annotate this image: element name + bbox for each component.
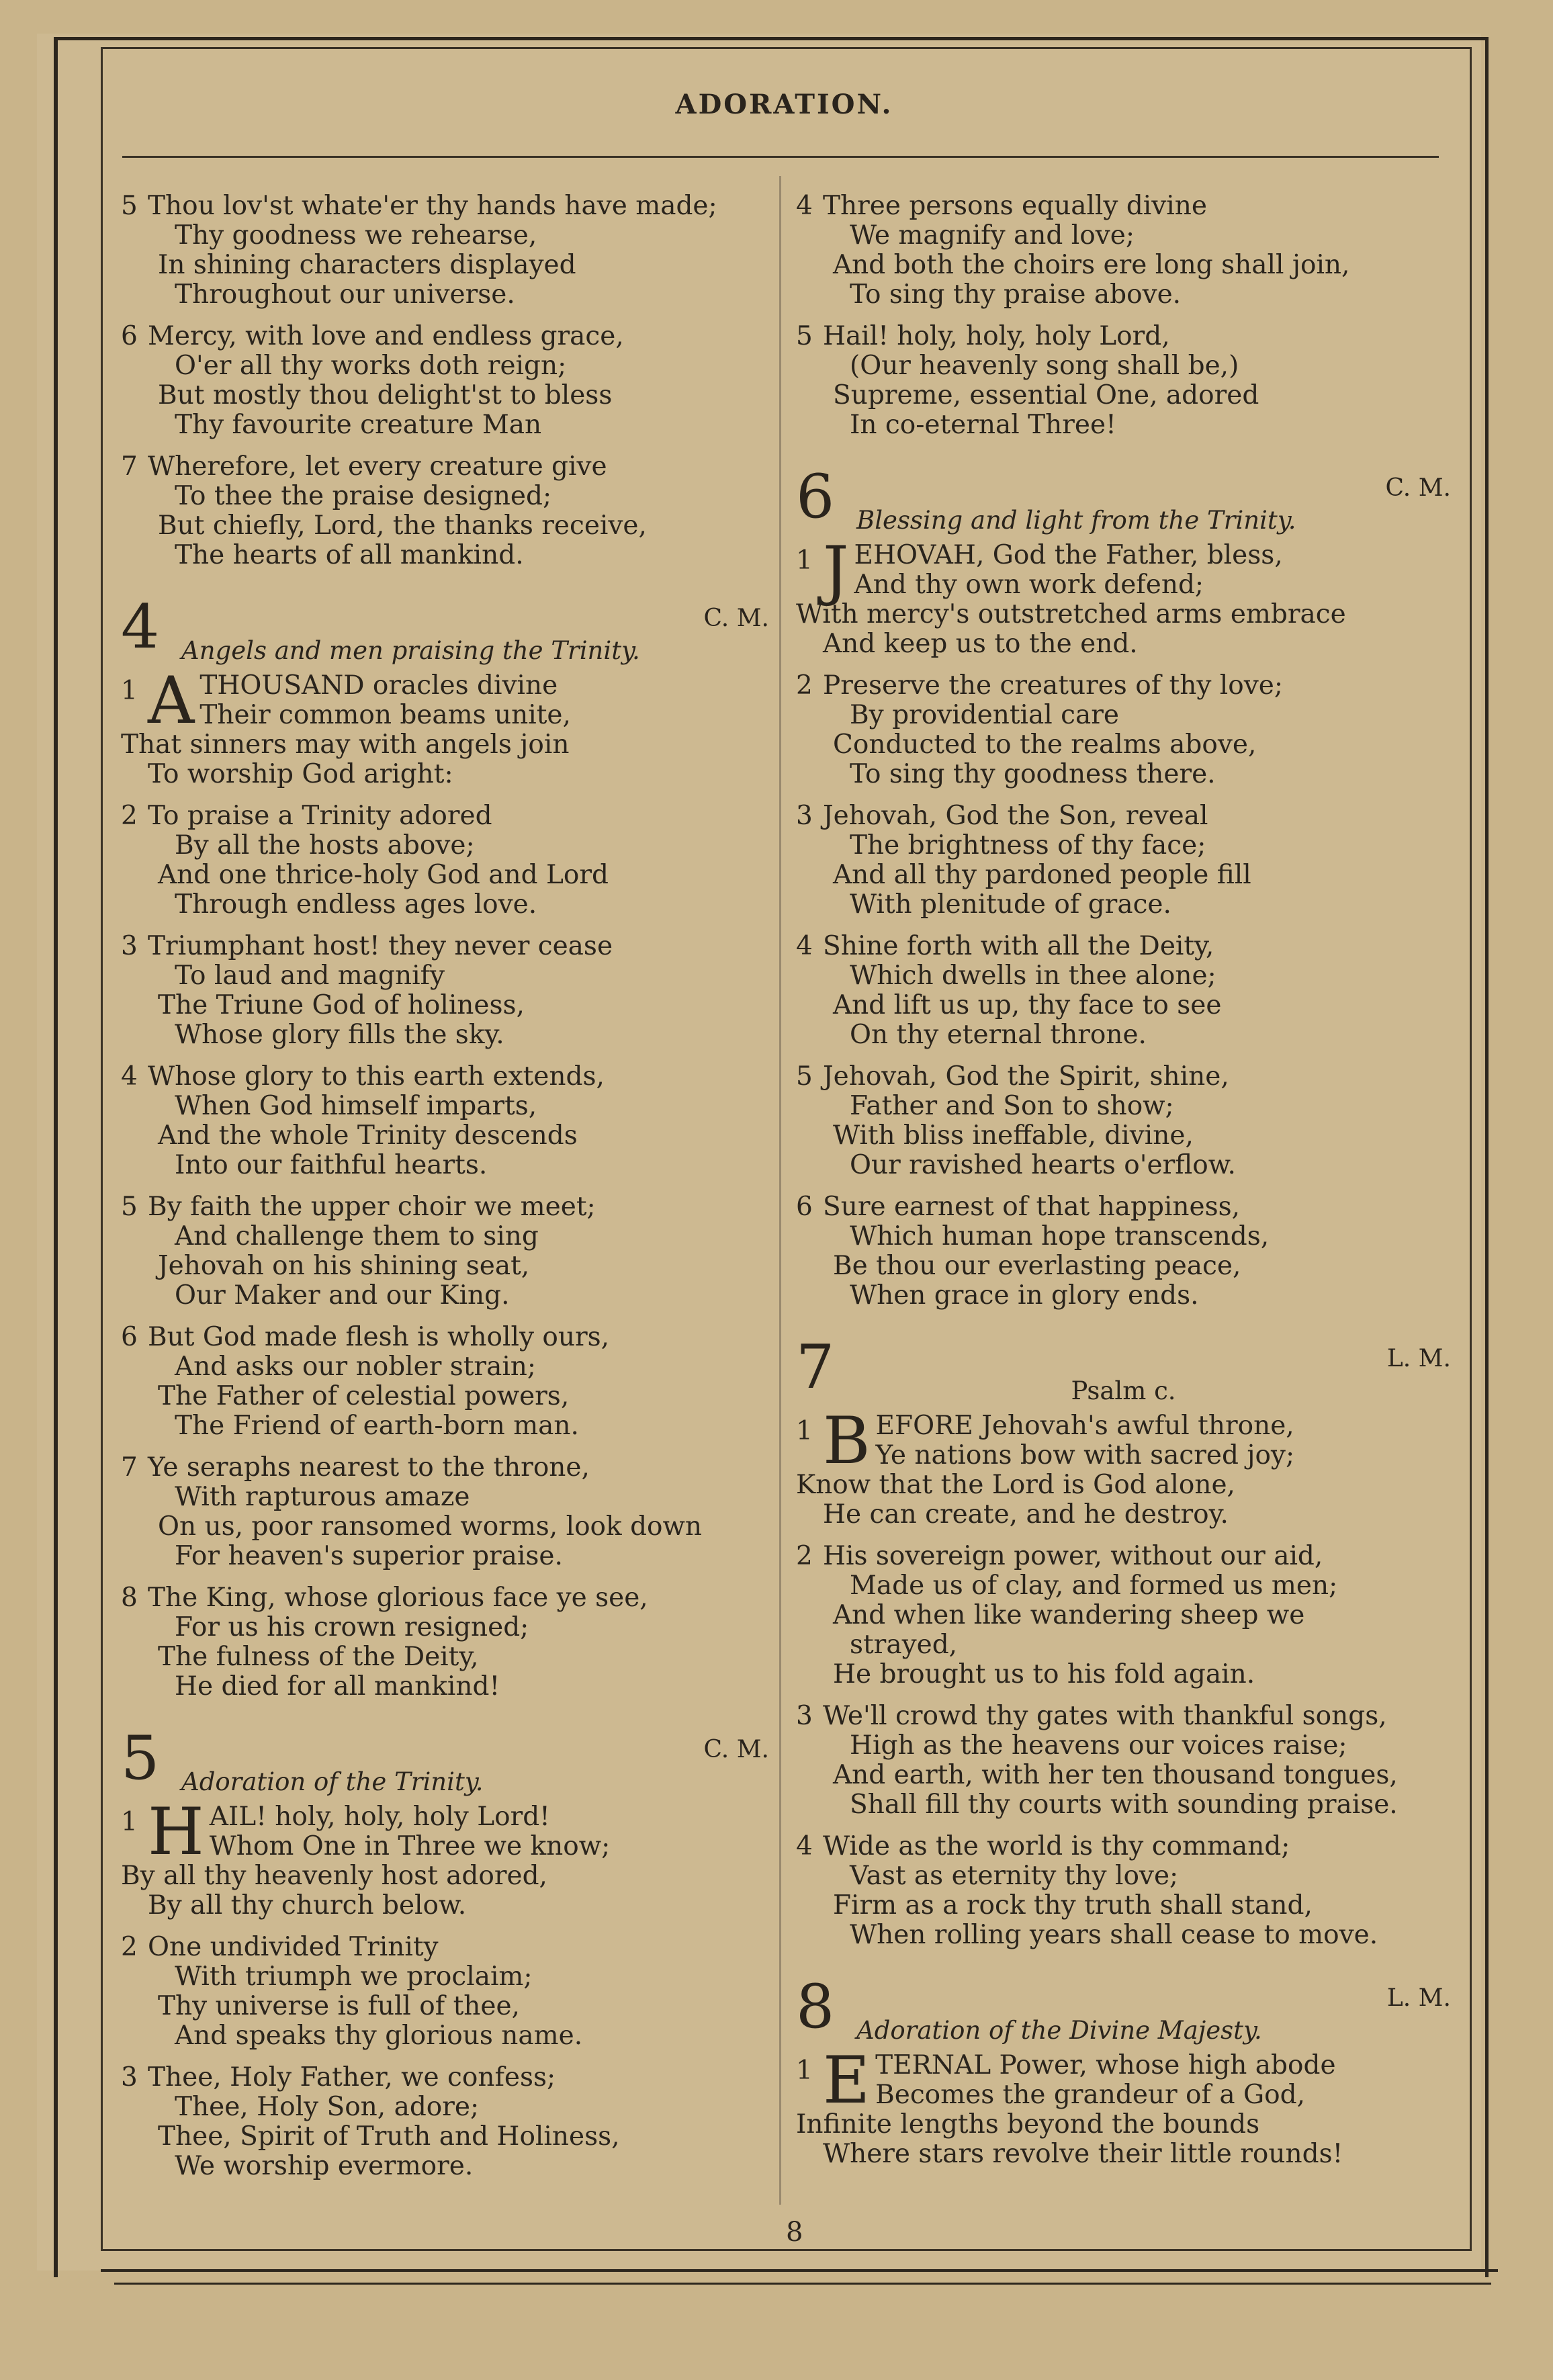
verse-number: 1 <box>796 1416 813 1446</box>
verse-line: In shining characters displayed <box>158 250 576 280</box>
verse-number: 1 <box>121 676 138 706</box>
verse-line: By all the hosts above; <box>175 830 475 861</box>
verse-line: For us his crown resigned; <box>175 1612 529 1642</box>
verse-line: And both the choirs ere long shall join, <box>833 250 1350 280</box>
hymn-verses <box>796 1403 1451 1950</box>
verse-line: 3 Triumphant host! they never cease <box>121 931 613 961</box>
verse-line: (Our heavenly song shall be,) <box>850 351 1239 381</box>
left-column <box>121 191 769 2193</box>
verse <box>796 1062 1451 1180</box>
verse-number: 2 <box>796 1541 813 1571</box>
hymn-meter: C. M. <box>703 605 769 632</box>
verse-line: Jehovah on his shining seat, <box>158 1251 530 1281</box>
verse-line: EFORE Jehovah's awful throne, <box>875 1411 1294 1441</box>
right-column <box>796 191 1451 2181</box>
verse-line: Ye nations bow with sacred joy; <box>875 1440 1295 1470</box>
drop-capital: E <box>823 2043 871 2118</box>
verse <box>796 801 1451 920</box>
verse-line: THOUSAND oracles divine <box>199 670 558 701</box>
verse-line: 5 By faith the upper choir we meet; <box>121 1192 596 1222</box>
verse-line: O'er all thy works doth reign; <box>175 351 567 381</box>
verse-number: 3 <box>796 1701 813 1731</box>
hymn-verses <box>796 533 1451 1311</box>
verse-number: 6 <box>121 321 138 351</box>
verse <box>796 1542 1451 1689</box>
verse-line: Their common beams unite, <box>199 700 571 730</box>
hymn-number: 7 <box>796 1332 835 1403</box>
verse-line: Thy universe is full of thee, <box>158 1991 520 2021</box>
verse <box>121 1583 769 1702</box>
verse-number: 1 <box>796 545 813 576</box>
verse <box>121 1062 769 1180</box>
hymn-title: Blessing and light from the Trinity. <box>856 506 1296 535</box>
verse <box>121 932 769 1050</box>
verse-line: And keep us to the end. <box>823 629 1138 659</box>
first-verse <box>796 2043 1451 2169</box>
verse-line: To sing thy goodness there. <box>850 759 1216 789</box>
hymn-meter: L. M. <box>1386 1984 1451 2012</box>
hymn-number: 8 <box>796 1972 835 2042</box>
verse-number: 4 <box>796 931 813 961</box>
verse-line: To worship God aright: <box>148 759 453 789</box>
verse-line: 4 Three persons equally divine <box>796 191 1207 221</box>
verse-line: With plenitude of grace. <box>850 889 1171 920</box>
verse-line: 8 The King, whose glorious face ye see, <box>121 1583 648 1613</box>
verse-line: On thy eternal throne. <box>850 1020 1147 1050</box>
verse-line: And lift us up, thy face to see <box>833 990 1222 1020</box>
verse-line: 6 But God made flesh is wholly ours, <box>121 1322 610 1352</box>
verse-line: Infinite lengths beyond the bounds <box>796 2109 1260 2140</box>
hymn-title: Adoration of the Trinity. <box>181 1767 484 1796</box>
verse <box>121 1192 769 1311</box>
verse <box>121 1323 769 1441</box>
verse <box>796 671 1451 789</box>
verse-line: AIL! holy, holy, holy Lord! <box>209 1802 550 1832</box>
verse-line: And challenge them to sing <box>175 1221 539 1251</box>
verse-line: The hearts of all mankind. <box>175 540 524 570</box>
verse-line: Where stars revolve their little rounds! <box>823 2139 1343 2169</box>
verse-line: To sing thy praise above. <box>850 279 1182 310</box>
verse-number: 7 <box>121 1452 138 1483</box>
verse-line: Thee, Spirit of Truth and Holiness, <box>158 2121 620 2152</box>
page-number: 8 <box>786 2217 803 2248</box>
verse-line: With triumph we proclaim; <box>175 1962 533 1992</box>
right-top-verses <box>796 191 1451 440</box>
verse-line: Firm as a rock thy truth shall stand, <box>833 1890 1313 1921</box>
verse-line: But mostly thou delight'st to bless <box>158 380 613 410</box>
verse-line: And thy own work defend; <box>854 570 1204 600</box>
verse <box>796 1702 1451 1820</box>
verse-line: And earth, with her ten thousand tongues, <box>833 1760 1398 1790</box>
verse-number: 3 <box>796 801 813 831</box>
verse-number: 1 <box>121 1807 138 1837</box>
verse-line: And when like wandering sheep we <box>833 1600 1305 1630</box>
hymn-verses <box>121 663 769 1702</box>
first-verse <box>796 1403 1451 1530</box>
hymn-number: 5 <box>121 1723 160 1794</box>
verse-number: 2 <box>121 801 138 831</box>
verse-number: 3 <box>121 931 138 961</box>
verse-line: With bliss ineffable, divine, <box>833 1120 1194 1151</box>
verse-line: And all thy pardoned people fill <box>833 860 1251 890</box>
verse-number: 7 <box>121 451 138 482</box>
verse <box>121 2063 769 2181</box>
verse-line: By all thy heavenly host adored, <box>121 1861 547 1891</box>
verse-number: 5 <box>796 1061 813 1092</box>
verse <box>121 1933 769 2051</box>
bottom-rule <box>101 2269 1498 2272</box>
verse-line: The Triune God of holiness, <box>158 990 525 1020</box>
left-top-verses <box>121 191 769 570</box>
hymn-header <box>121 1723 769 1802</box>
hymn-header <box>796 461 1451 541</box>
verse-line: 3 We'll crowd thy gates with thankful songs, <box>796 1701 1387 1731</box>
first-verse <box>121 1794 769 1921</box>
verse-number: 3 <box>121 2062 138 2092</box>
verse-line: Father and Son to show; <box>850 1091 1174 1121</box>
verse-number: 5 <box>121 191 138 221</box>
hymn-meter: C. M. <box>1385 474 1451 502</box>
verse-line: 5 Thou lov'st whate'er thy hands have made; <box>121 191 717 221</box>
verse-line: For heaven's superior praise. <box>175 1541 563 1571</box>
drop-capital: A <box>148 663 195 738</box>
verse-line: Conducted to the realms above, <box>833 730 1257 760</box>
hymn-number: 6 <box>796 461 835 532</box>
first-verse <box>121 663 769 789</box>
verse-line: With mercy's outstretched arms embrace <box>796 599 1346 629</box>
hymn-header <box>796 1332 1451 1411</box>
verse-line: 2 His sovereign power, without our aid, <box>796 1541 1323 1571</box>
verse-number: 4 <box>796 191 813 221</box>
verse-line: When grace in glory ends. <box>850 1280 1199 1311</box>
verse-line: On us, poor ransomed worms, look down <box>158 1511 703 1542</box>
verse-line: 3 Thee, Holy Father, we confess; <box>121 2062 556 2092</box>
verse-line: In co-eternal Three! <box>850 410 1116 440</box>
verse-line: The brightness of thy face; <box>850 830 1206 861</box>
verse-line: 4 Whose glory to this earth extends, <box>121 1061 605 1092</box>
verse-line: He brought us to his fold again. <box>833 1659 1255 1689</box>
verse-line: 7 Ye seraphs nearest to the throne, <box>121 1452 590 1483</box>
verse-line: That sinners may with angels join <box>121 730 570 760</box>
verse-line: Whom One in Three we know; <box>209 1831 611 1861</box>
verse-line: To laud and magnify <box>175 961 445 991</box>
hymn-meter: L. M. <box>1386 1345 1451 1372</box>
verse-line: And the whole Trinity descends <box>158 1120 578 1151</box>
hymn-number: 4 <box>121 592 160 662</box>
verse-line: 2 Preserve the creatures of thy love; <box>796 670 1283 701</box>
verse <box>121 1453 769 1571</box>
hymn-header <box>121 592 769 671</box>
verse-line: Made us of clay, and formed us men; <box>850 1571 1338 1601</box>
verse-line: The fulness of the Deity, <box>158 1642 479 1672</box>
verse-number: 1 <box>796 2056 813 2086</box>
verse-line: By providential care <box>850 700 1119 730</box>
hymn-verses <box>796 2043 1451 2169</box>
verse-number: 5 <box>121 1192 138 1222</box>
verse-line: 5 Jehovah, God the Spirit, shine, <box>796 1061 1229 1092</box>
hymn-meter: C. M. <box>703 1736 769 1763</box>
verse-line: When rolling years shall cease to move. <box>850 1920 1378 1950</box>
verse-line: EHOVAH, God the Father, bless, <box>854 540 1283 570</box>
verse-line: High as the heavens our voices raise; <box>850 1730 1347 1761</box>
verse-line: Know that the Lord is God alone, <box>796 1470 1235 1500</box>
verse-line: But chiefly, Lord, the thanks receive, <box>158 511 647 541</box>
verse-line: 3 Jehovah, God the Son, reveal <box>796 801 1208 831</box>
verse-line: TERNAL Power, whose high abode <box>875 2050 1336 2080</box>
verse-line: We magnify and love; <box>850 220 1135 251</box>
verse-line: Our Maker and our King. <box>175 1280 510 1311</box>
verse-number: 2 <box>796 670 813 701</box>
verse-line: Whose glory fills the sky. <box>175 1020 504 1050</box>
verse-number: 6 <box>121 1322 138 1352</box>
verse-line: The Father of celestial powers, <box>158 1381 570 1411</box>
verse-number: 6 <box>796 1192 813 1222</box>
verse-line: And one thrice-holy God and Lord <box>158 860 609 890</box>
verse-number: 4 <box>796 1831 813 1861</box>
verse-line: Becomes the grandeur of a God, <box>875 2080 1306 2110</box>
verse-line: When God himself imparts, <box>175 1091 537 1121</box>
verse <box>121 801 769 920</box>
verse-number: 4 <box>121 1061 138 1092</box>
verse-line: 2 One undivided Trinity <box>121 1932 439 1962</box>
verse-line: Which human hope transcends, <box>850 1221 1270 1251</box>
page-title: ADORATION. <box>675 89 893 120</box>
hymn-title: Psalm c. <box>1071 1376 1176 1405</box>
drop-capital: H <box>148 1794 204 1869</box>
verse-line: He died for all mankind! <box>175 1671 500 1702</box>
verse <box>121 322 769 440</box>
verse-line: Supreme, essential One, adored <box>833 380 1259 410</box>
verse-line: 7 Wherefore, let every creature give <box>121 451 607 482</box>
verse-line: With rapturous amaze <box>175 1482 470 1512</box>
verse-line: 4 Wide as the world is thy command; <box>796 1831 1290 1861</box>
hymn-title: Adoration of the Divine Majesty. <box>856 2016 1262 2045</box>
verse-line: By all thy church below. <box>148 1890 467 1921</box>
verse-line: The Friend of earth-born man. <box>175 1411 579 1441</box>
bottom-rule-double <box>114 2283 1491 2285</box>
verse-line: Which dwells in thee alone; <box>850 961 1216 991</box>
hymn-title: Angels and men praising the Trinity. <box>181 636 640 665</box>
verse-line: Thy goodness we rehearse, <box>175 220 537 251</box>
first-verse <box>796 533 1451 659</box>
column-divider <box>779 176 781 2205</box>
verse-line: Throughout our universe. <box>175 279 515 310</box>
verse-line: Thy favourite creature Man <box>175 410 542 440</box>
verse <box>796 322 1451 440</box>
verse-line: Be thou our everlasting peace, <box>833 1251 1241 1281</box>
verse-line: Our ravished hearts o'erflow. <box>850 1150 1236 1180</box>
verse-line: 4 Shine forth with all the Deity, <box>796 931 1214 961</box>
drop-capital: J <box>823 533 849 608</box>
verse-line: To thee the praise designed; <box>175 481 552 511</box>
verse <box>796 932 1451 1050</box>
verse <box>796 1192 1451 1311</box>
verse-line: 5 Hail! holy, holy, holy Lord, <box>796 321 1170 351</box>
verse-number: 5 <box>796 321 813 351</box>
verse-line: 2 To praise a Trinity adored <box>121 801 492 831</box>
verse-line: 6 Sure earnest of that happiness, <box>796 1192 1241 1222</box>
verse <box>121 191 769 310</box>
verse-line: Into our faithful hearts. <box>175 1150 488 1180</box>
hymn-header <box>796 1972 1451 2051</box>
verse-number: 2 <box>121 1932 138 1962</box>
verse-line: We worship evermore. <box>175 2151 474 2181</box>
verse-line: Through endless ages love. <box>175 889 537 920</box>
verse-line: Thee, Holy Son, adore; <box>175 2092 480 2122</box>
header-rule <box>122 156 1439 158</box>
verse <box>796 191 1451 310</box>
verse-line: And asks our nobler strain; <box>175 1352 537 1382</box>
verse <box>796 1832 1451 1950</box>
verse-line: strayed, <box>850 1630 958 1660</box>
verse-line: 6 Mercy, with love and endless grace, <box>121 321 624 351</box>
verse-line: He can create, and he destroy. <box>823 1499 1229 1530</box>
verse-line: Shall fill thy courts with sounding praise. <box>850 1790 1398 1820</box>
drop-capital: B <box>823 1403 871 1479</box>
verse-line: And speaks thy glorious name. <box>175 2021 583 2051</box>
verse-line: Vast as eternity thy love; <box>850 1861 1179 1891</box>
verse-number: 8 <box>121 1583 138 1613</box>
hymn-verses <box>121 1794 769 2181</box>
verse <box>121 452 769 570</box>
